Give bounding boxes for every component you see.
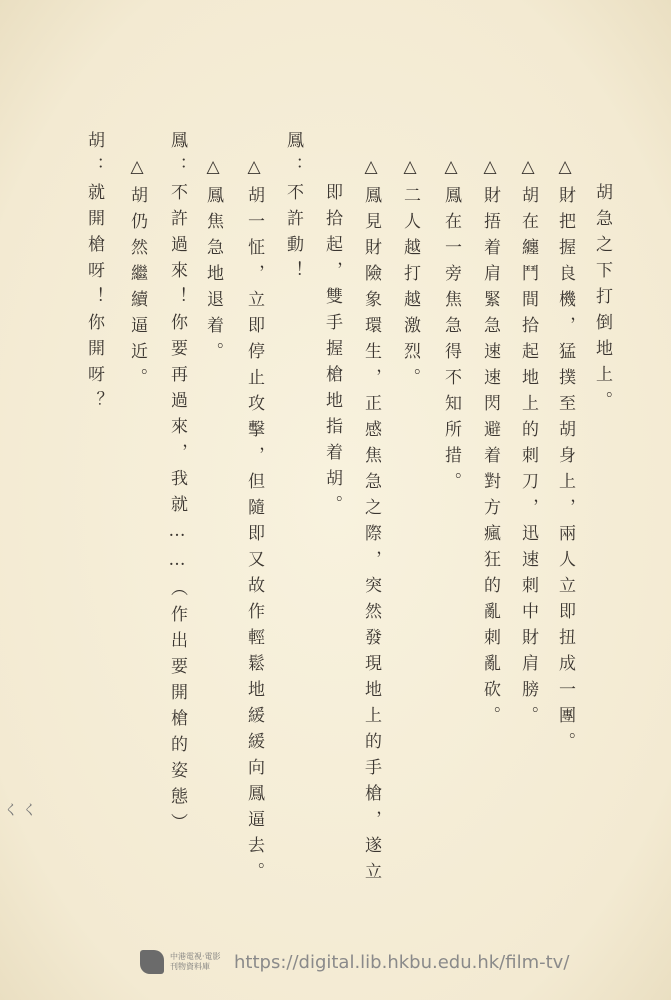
stage-direction: △胡在纏鬥間拾起地上的刺刀，迅速刺中財肩膀。 xyxy=(518,157,538,732)
stage-direction-continued: 即拾起，雙手握槍地指着胡。 xyxy=(322,183,342,521)
logo-text: 中港電視·電影 刊物資料庫 xyxy=(170,952,221,971)
stage-direction: △財捂着肩緊急速速閃避着對方瘋狂的亂刺亂砍。 xyxy=(480,157,500,732)
watermark xyxy=(140,950,569,974)
dialogue-line: 胡：就開槍呀！你開呀？ xyxy=(84,131,104,417)
stage-direction: △財把握良機，猛撲至胡身上，兩人立即扭成一團。 xyxy=(555,157,575,758)
watermark-url: https://digital.lib.hkbu.edu.hk/film-tv/ xyxy=(234,951,570,973)
library-logo-icon xyxy=(140,950,164,974)
stage-direction: △胡仍然繼續逼近。 xyxy=(127,157,147,394)
stage-direction: △鳳見財險象環生，正感焦急之際，突然發現地上的手槍，遂立 xyxy=(361,157,381,888)
dialogue-line: 鳳：不許動！ xyxy=(283,131,303,287)
dialogue-line: 鳳：不許過來！你要再過來，我就……（作出要開槍的姿態） xyxy=(167,131,187,839)
stage-direction: △二人越打越激烈。 xyxy=(400,157,420,394)
stage-direction: △胡一怔，立即停止攻擊，但隨即又故作輕鬆地緩緩向鳳逼去。 xyxy=(244,157,264,888)
script-line: 胡急之下打倒地上。 xyxy=(592,183,612,417)
stage-direction: △鳳在一旁焦急得不知所措。 xyxy=(441,157,461,498)
page-edge-mark: く く xyxy=(4,803,37,819)
stage-direction: △鳳焦急地退着。 xyxy=(203,157,223,368)
